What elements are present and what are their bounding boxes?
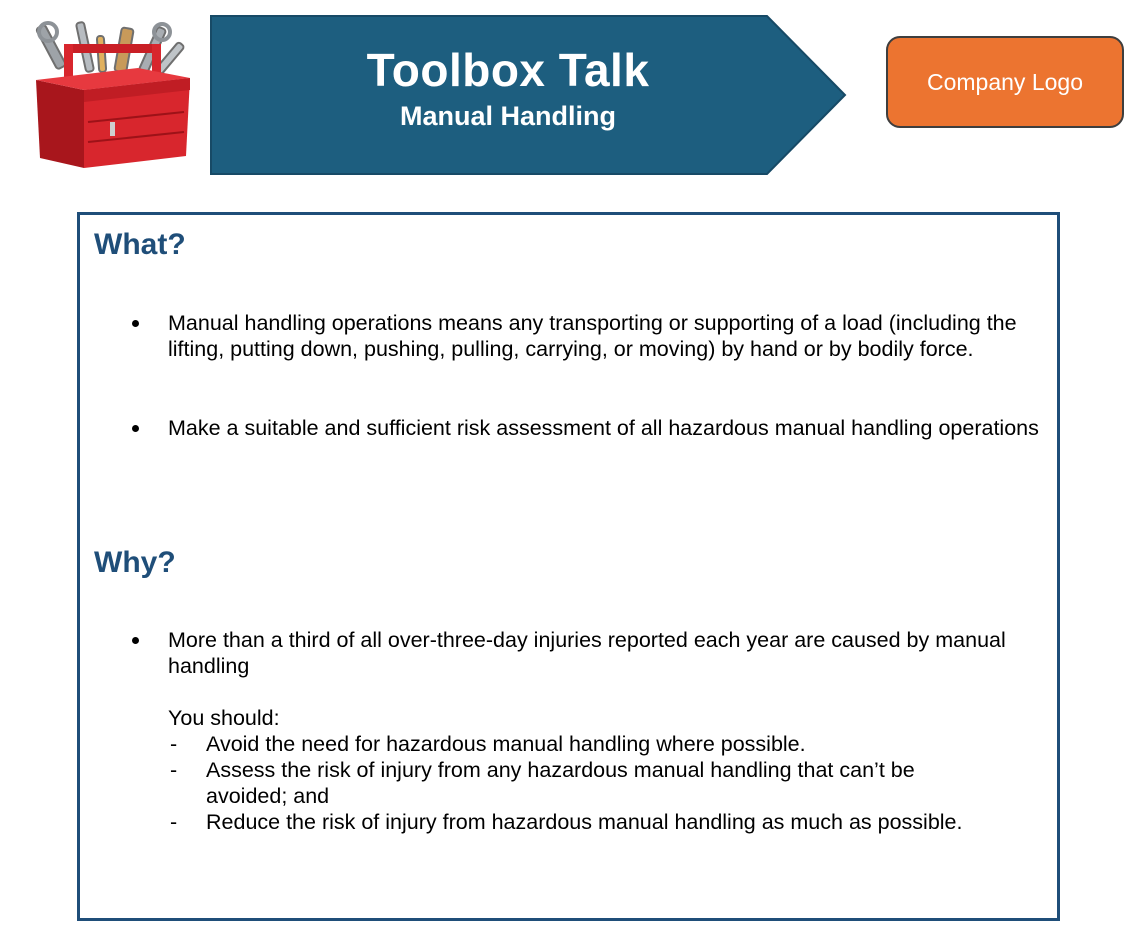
company-logo-placeholder — [886, 36, 1124, 128]
why-heading: Why? — [94, 546, 176, 579]
banner-text — [210, 15, 806, 175]
what-bullet-2: Make a suitable and sufficient risk assessment of all hazardous manual handling operations — [168, 415, 1048, 441]
why-bullet-1: More than a third of all over-three-day injuries reported each year are caused by manual handling — [168, 627, 1048, 679]
company-logo-label: Company Logo — [927, 68, 1083, 95]
action-item-1 — [168, 731, 988, 757]
action-item-3 — [168, 809, 988, 835]
page-title: Toolbox Talk — [366, 44, 650, 96]
dash-marker: - — [170, 758, 178, 782]
dash-marker: - — [170, 810, 178, 834]
what-bullet-1: Manual handling operations means any transporting or supporting of a load (including the lifting, putting down, pushing, pulling, carrying, or moving) by hand or by bodily force. — [168, 310, 1048, 362]
action-text: Avoid the need for hazardous manual handling where possible. — [206, 732, 806, 756]
dash-marker: - — [170, 732, 178, 756]
what-heading: What? — [94, 228, 186, 261]
you-should-label: You should: — [168, 706, 280, 730]
action-text: Assess the risk of injury from any hazardous manual handling that can’t be avoided; and — [206, 758, 915, 808]
toolbox-icon — [26, 18, 202, 174]
action-text: Reduce the risk of injury from hazardous manual handling as much as possible. — [206, 810, 963, 834]
action-item-2 — [168, 757, 988, 809]
page-subtitle: Manual Handling — [400, 101, 616, 131]
content-panel — [77, 212, 1060, 921]
